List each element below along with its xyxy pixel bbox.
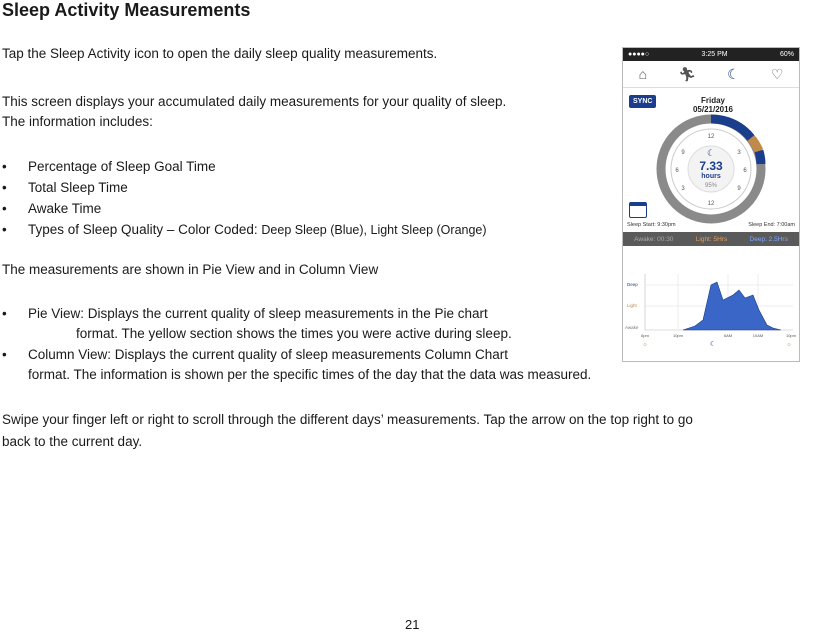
- deep-sleep-arc-2: [759, 151, 761, 164]
- sleep-icon[interactable]: ☾: [727, 65, 740, 82]
- clock-num-3b: 3: [681, 186, 685, 192]
- clock-num-6: 6: [743, 168, 747, 174]
- x-label-0: 6pm: [641, 333, 649, 338]
- sleep-pie-chart: [651, 114, 771, 224]
- y-label-light: Light: [627, 303, 637, 308]
- sleep-column-chart: [623, 270, 799, 360]
- y-label-awake: Awake: [625, 325, 639, 330]
- list-item-total-sleep: • Total Sleep Time: [28, 178, 128, 198]
- x-label-2: 6AM: [723, 333, 733, 338]
- clock-num-6b: 6: [675, 168, 679, 174]
- clock-num-9: 9: [737, 186, 741, 192]
- moon-icon-chart: ☾: [709, 341, 717, 348]
- list-item-awake-time: • Awake Time: [28, 199, 101, 219]
- signal-indicator: ●●●●○: [628, 51, 650, 58]
- views-intro: The measurements are shown in Pie View and in Column View: [2, 262, 379, 277]
- list-item-sleep-quality: [28, 220, 487, 240]
- clock-num-12: 12: [707, 134, 715, 140]
- swipe-line-2: back to the current day.: [2, 434, 143, 449]
- page-title: Sleep Activity Measurements: [2, 0, 251, 20]
- list-item-goal-time: • Percentage of Sleep Goal Time: [28, 157, 216, 177]
- sleep-end: Sleep End: 7:00am: [748, 222, 795, 228]
- clock-num-12b: 12: [707, 201, 715, 207]
- phone-screenshot: [622, 47, 800, 362]
- sleep-times: [627, 222, 795, 228]
- x-label-3: 10AM: [752, 333, 764, 338]
- battery-level: 60%: [779, 51, 794, 58]
- day-name: Friday: [700, 96, 725, 105]
- light-legend: Light: 5Hrs: [695, 235, 728, 243]
- sun-icon-right: ☼: [786, 342, 792, 348]
- date-value: 05/21/2016: [692, 105, 734, 114]
- column-view-line-2: format. The information is shown per the specific times of the day that the data was measured.: [28, 367, 592, 382]
- clock-num-3: 3: [737, 150, 741, 156]
- sun-icon-left: ☼: [642, 342, 648, 348]
- goal-percent: 95%: [704, 183, 718, 189]
- status-bar: [623, 48, 799, 61]
- swipe-line-1: Swipe your finger left or right to scroll through the different days’ measurements. Tap the arrow on the top right to go: [2, 412, 693, 427]
- x-label-1: 10pm: [672, 333, 684, 338]
- app-nav-bar: [623, 61, 799, 88]
- pie-view-line-2: format. The yellow section shows the times you were active during sleep.: [76, 326, 512, 341]
- hours-value: 7.33: [699, 159, 723, 173]
- sleep-legend-bar: [623, 232, 799, 246]
- deep-legend: Deep: 2.5Hrs: [749, 235, 788, 243]
- awake-legend: Awake: 00:30: [634, 235, 674, 243]
- page-number: 21: [405, 617, 420, 632]
- sleep-start: Sleep Start: 9:30pm: [627, 222, 676, 228]
- sync-button[interactable]: SYNC: [629, 95, 656, 108]
- clock-num-9b: 9: [681, 150, 685, 156]
- status-time: 3:25 PM: [701, 51, 728, 58]
- description-line-2: The information includes:: [2, 114, 153, 129]
- hours-unit: hours: [701, 173, 721, 180]
- activity-icon[interactable]: 🏃︎: [678, 65, 696, 82]
- home-icon[interactable]: ⌂: [638, 66, 648, 82]
- heart-icon[interactable]: ♡: [770, 65, 784, 82]
- date-header: [683, 96, 743, 114]
- pie-view-line-1: • Pie View: Displays the current quality of sleep measurements in the Pie chart: [28, 304, 488, 324]
- x-label-4: 10pm: [785, 333, 797, 338]
- description-line-1: This screen displays your accumulated daily measurements for your quality of sleep.: [2, 94, 507, 109]
- intro-text: Tap the Sleep Activity icon to open the daily sleep quality measurements.: [2, 46, 438, 61]
- y-label-deep: Deep: [627, 282, 638, 287]
- moon-icon: ☾: [706, 148, 716, 158]
- sleep-quality-label: Types of Sleep Quality – Color Coded:: [28, 222, 258, 237]
- column-view-line-1: • Column View: Displays the current quality of sleep measurements Column Chart: [28, 345, 508, 365]
- color-coded-legend: Deep Sleep (Blue), Light Sleep (Orange): [261, 223, 487, 237]
- calendar-icon[interactable]: [629, 202, 647, 218]
